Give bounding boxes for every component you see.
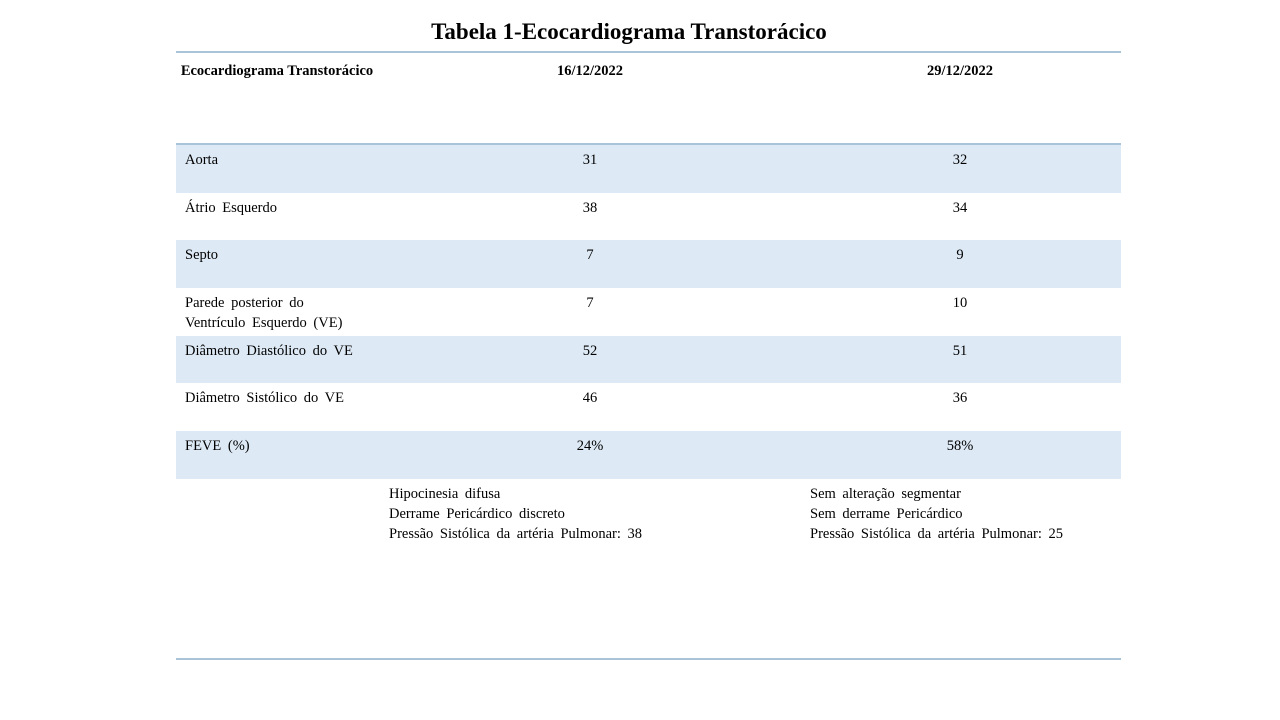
table-row: [176, 383, 1121, 431]
note-line: Sem alteração segmentar: [810, 485, 961, 502]
note-line: Sem derrame Pericárdico: [810, 505, 963, 522]
row-value-1: 38: [582, 199, 598, 216]
row-value-1: 24%: [576, 438, 604, 455]
note-line: Pressão Sistólica da artéria Pulmonar: 38: [389, 525, 642, 542]
row-value-2: 58%: [946, 438, 974, 455]
table-row: [176, 240, 1121, 288]
note-line: Derrame Pericárdico discreto: [389, 505, 565, 522]
row-value-2: 9: [956, 247, 964, 264]
note-line: Pressão Sistólica da artéria Pulmonar: 25: [810, 525, 1063, 542]
row-label: Septo: [185, 247, 219, 264]
row-value-2: 34: [952, 199, 968, 216]
notes-date-1: [389, 484, 642, 544]
row-value-1: 7: [586, 295, 594, 312]
row-value-1: 46: [582, 390, 598, 407]
table-header: [176, 53, 1121, 145]
row-label: Diâmetro Sistólico do VE: [185, 390, 344, 407]
row-value-2: 32: [952, 152, 968, 168]
notes-date-2: [810, 484, 1063, 544]
note-line: Hipocinesia difusa: [389, 485, 501, 502]
header-date-2: 29/12/2022: [926, 63, 994, 79]
table-notes-row: [176, 479, 1121, 599]
row-label: FEVE (%): [185, 438, 250, 455]
row-value-2: 51: [952, 342, 968, 359]
row-value-1: 52: [582, 342, 598, 359]
row-value-2: 36: [952, 390, 968, 407]
header-exam: Ecocardiograma Transtorácico: [180, 63, 374, 79]
table-row: [176, 193, 1121, 241]
table-row: [176, 288, 1121, 336]
row-label: Aorta: [185, 152, 219, 168]
row-label: Diâmetro Diastólico do VE: [185, 342, 353, 359]
row-label: Átrio Esquerdo: [185, 199, 277, 216]
table-row: [176, 336, 1121, 384]
row-value-1: 31: [582, 152, 598, 168]
header-date-1: 16/12/2022: [556, 63, 624, 79]
row-label: Parede posterior do Ventrículo Esquerdo (VE): [185, 295, 343, 331]
table-title: Tabela 1-Ecocardiograma Transtorácico: [431, 19, 827, 44]
bottom-rule: [176, 658, 1121, 660]
row-value-2: 10: [952, 295, 968, 312]
row-value-1: 7: [586, 247, 594, 264]
echo-table: [176, 51, 1121, 599]
table-row: [176, 145, 1121, 193]
table-row: [176, 431, 1121, 479]
